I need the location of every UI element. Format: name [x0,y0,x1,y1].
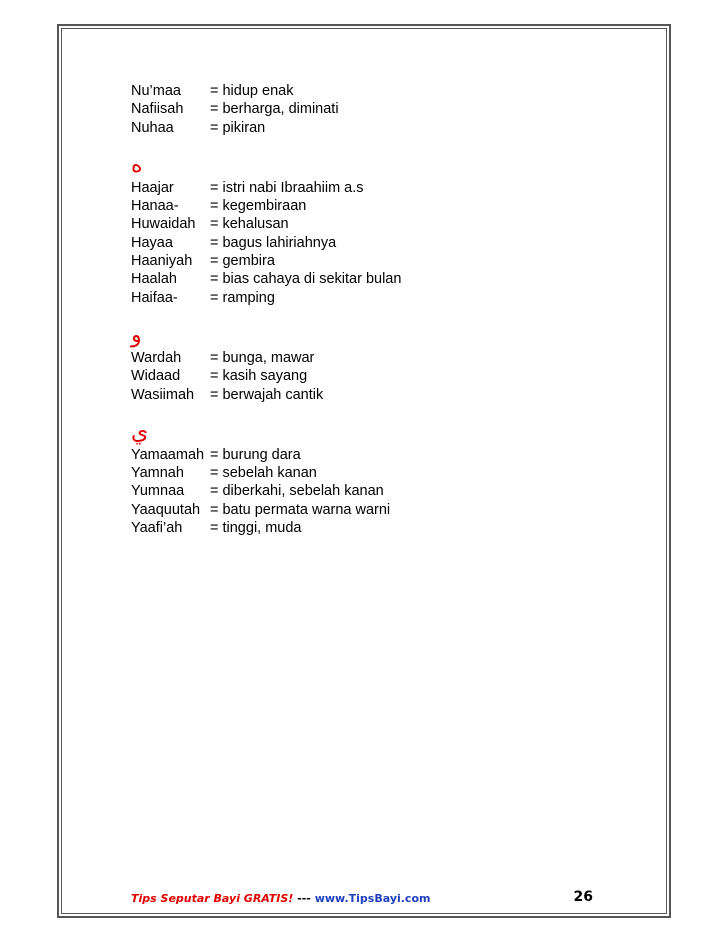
section-letter-wau: و [131,322,142,348]
entry-name: Yumnaa [131,483,185,500]
entry-name: Nuhaa [131,119,174,136]
entry-name: Hanaa- [131,198,179,215]
entry-name: Haaniyah [131,253,193,270]
entry-name: Nafiisah [131,101,184,118]
entry-meaning: = kehalusan [210,216,289,233]
entry-name: Hayaa [131,234,173,251]
entry-name: Haajar [131,179,174,196]
list-item [131,446,591,464]
entry-name: Yaafi’ah [131,520,183,537]
entry-name: Huwaidah [131,216,196,233]
entry-meaning: = diberkahi, sebelah kanan [210,483,384,500]
list-item [131,501,591,519]
entry-meaning: = bunga, mawar [210,349,315,366]
list-item [131,82,591,100]
footer-separator: --- [297,892,311,905]
entry-meaning: = gembira [210,253,275,270]
entry-meaning: = sebelah kanan [210,465,317,482]
entry-name: Widaad [131,368,181,385]
list-item [131,386,591,404]
list-item [131,119,591,137]
list-item [131,367,591,385]
list-item [131,464,591,482]
entry-meaning: = bias cahaya di sekitar bulan [210,271,402,288]
entry-meaning: = bagus lahiriahnya [210,234,337,251]
footer-url-link[interactable]: www.TipsBayi.com [314,892,431,905]
list-item [131,100,591,118]
entry-meaning: = tinggi, muda [210,520,302,537]
list-item [131,215,591,233]
entry-meaning: = burung dara [210,446,301,463]
section-letter-ya: ي [131,419,149,445]
list-item [131,482,591,500]
entry-name: Haifaa- [131,289,178,306]
list-item [131,179,591,197]
entry-meaning: = ramping [210,289,275,306]
entry-meaning: = kegembiraan [210,198,307,215]
footer-credit [131,892,430,905]
entry-name: Haalah [131,271,177,288]
section-letter-ha: ه [131,152,143,178]
entry-meaning: = berwajah cantik [210,386,324,403]
list-item [131,252,591,270]
entry-name: Yamaamah [131,446,205,463]
list-item [131,289,591,307]
list-item [131,197,591,215]
footer-site-name: Tips Seputar Bayi GRATIS! [131,892,294,905]
entry-meaning: = istri nabi Ibraahiim a.s [210,179,364,196]
entry-name: Nu’maa [131,83,181,99]
section-ya [131,420,591,537]
name-list [131,82,591,537]
page-footer [131,889,593,907]
list-item [131,349,591,367]
section-wau [131,323,591,404]
section-nun [131,82,591,137]
list-item [131,270,591,288]
entry-meaning: = berharga, diminati [210,101,339,118]
list-item [131,519,591,537]
entry-name: Wasiimah [131,386,195,403]
entry-meaning: = batu permata warna warni [210,501,391,518]
page-number: 26 [573,889,593,905]
entry-name: Yamnah [131,465,184,482]
entry-meaning: = pikiran [210,119,266,136]
entry-meaning: = hidup enak [210,83,294,99]
entry-name: Yaaquutah [131,501,201,518]
entry-meaning: = kasih sayang [210,368,308,385]
list-item [131,234,591,252]
section-ha [131,153,591,307]
entry-name: Wardah [131,349,182,366]
